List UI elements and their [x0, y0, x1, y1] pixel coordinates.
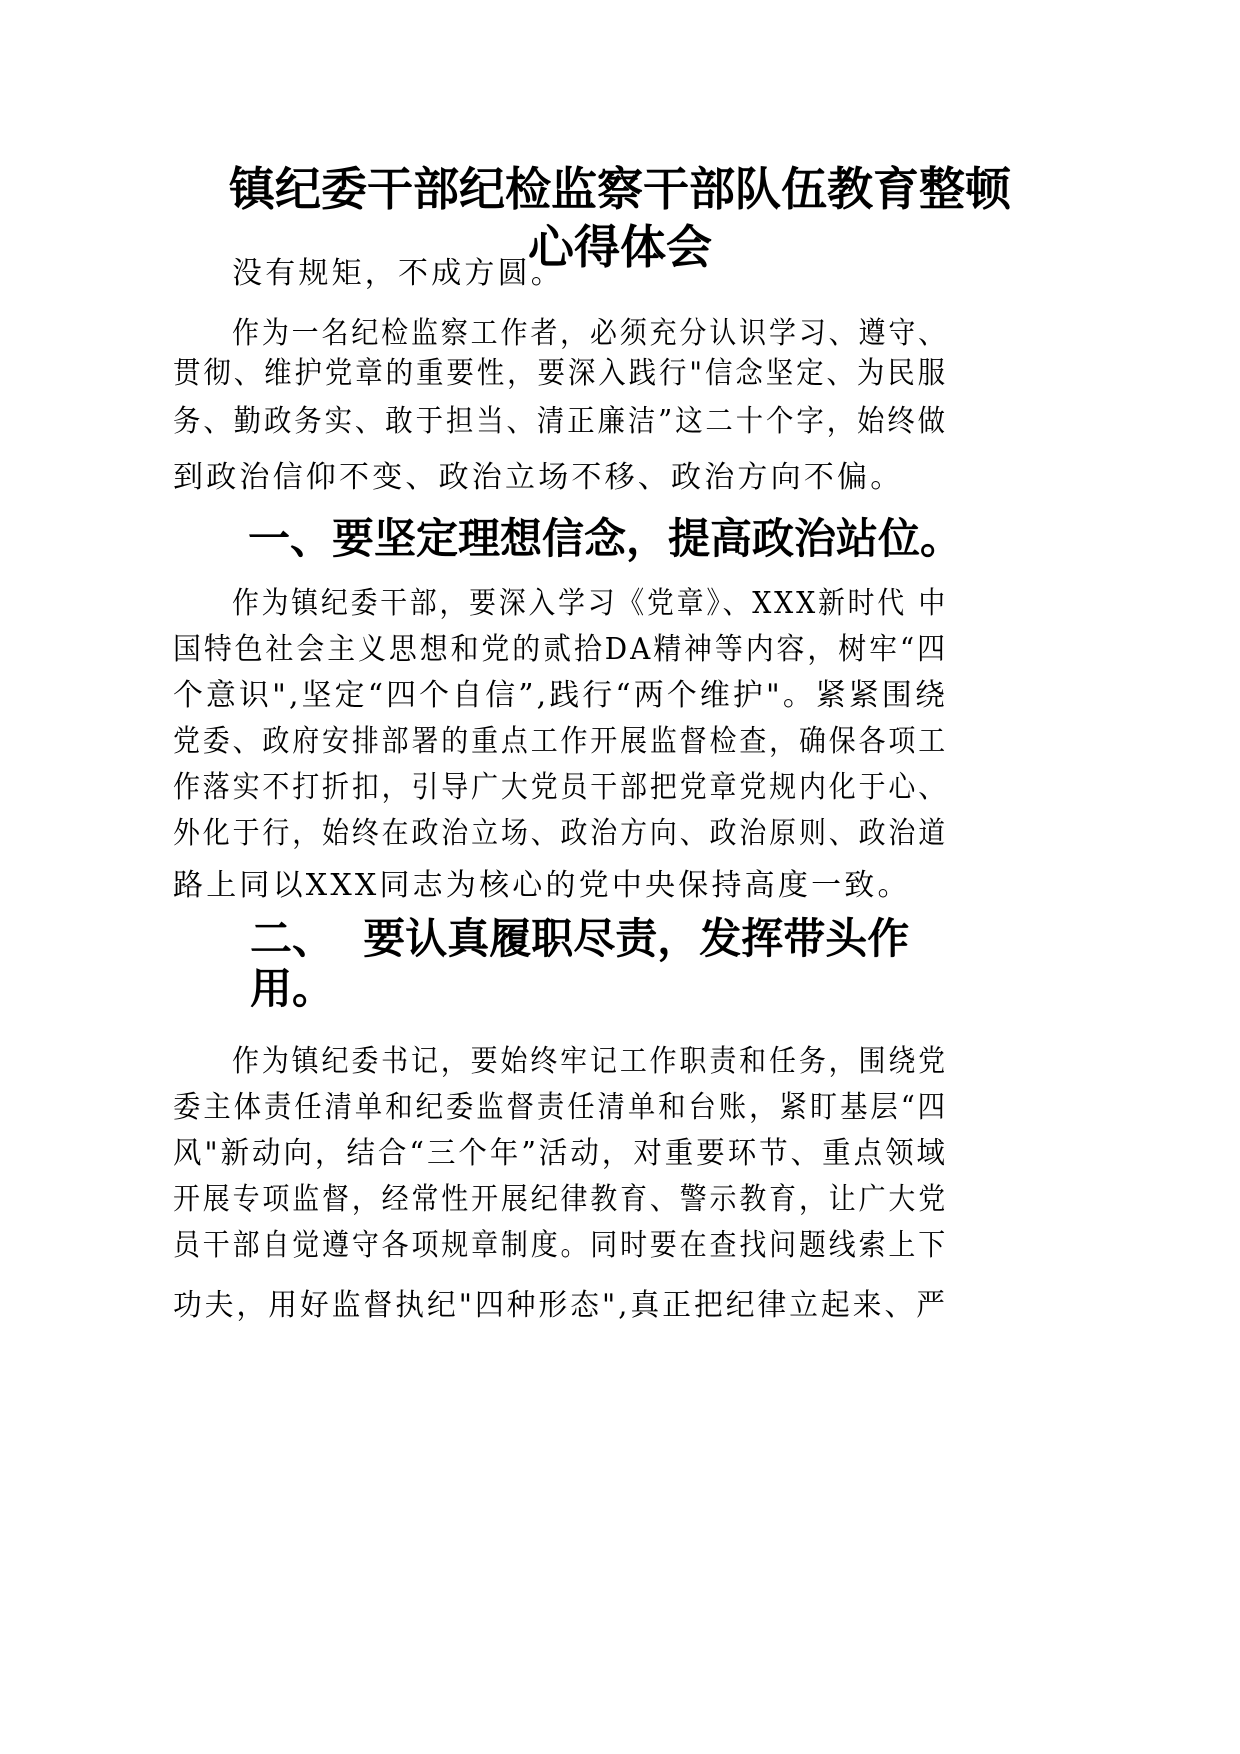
para2-line-2: 国特色社会主义思想和党的贰拾DA精神等内容，树牢“四	[173, 632, 948, 667]
para2-line-6: 外化于行，始终在政治立场、政治方向、政治原则、政治道	[173, 816, 948, 851]
para2-line-7: 路上同以XXX同志为核心的党中央保持高度一致。	[173, 868, 911, 903]
para1-line-1: 作为一名纪检监察工作者，必须充分认识学习、遵守、	[232, 316, 948, 351]
para3-line-5: 员干部自觉遵守各项规章制度。同时要在查找问题线索上下	[173, 1228, 948, 1263]
para1-line-3: 务、勤政务实、敢于担当、清正廉洁”这二十个字，始终做	[173, 404, 948, 439]
para2-line-1: 作为镇纪委干部，要深入学习《党章》、XXX新时代 中	[232, 586, 948, 621]
section-heading-2-line-2: 用。	[250, 964, 335, 1013]
para1-line-2: 贯彻、维护党章的重要性，要深入践行"信念坚定、为民服	[173, 356, 948, 391]
para3-line-2: 委主体责任清单和纪委监督责任清单和台账，紧盯基层“四	[173, 1090, 948, 1125]
para3-line-1: 作为镇纪委书记，要始终牢记工作职责和任务，围绕党	[232, 1044, 948, 1079]
para2-line-5: 作落实不打折扣，引导广大党员干部把党章党规内化于心、	[173, 770, 948, 805]
section-heading-1: 一、要坚定理想信念，提高政治站位。	[248, 514, 963, 563]
document-title	[0, 160, 1240, 276]
title-line-2: 心得体会	[528, 220, 712, 274]
para2-line-3: 个意识",坚定“四个自信”,践行“两个维护"。紧紧围绕	[173, 678, 948, 713]
para1-line-4: 到政治信仰不变、政治立场不移、政治方向不偏。	[173, 460, 904, 495]
para3-line-3: 风"新动向，结合“三个年”活动，对重要环节、重点领域	[173, 1136, 948, 1171]
title-line-1: 镇纪委干部纪检监察干部队伍教育整顿	[229, 162, 1011, 216]
para3-line-6: 功夫，用好监督执纪"四种形态",真正把纪律立起来、严	[173, 1288, 948, 1323]
section-heading-2-line-1: 二、 要认真履职尽责，发挥带头作	[250, 914, 910, 963]
intro-line: 没有规矩，不成方圆。	[232, 256, 564, 291]
para3-line-4: 开展专项监督，经常性开展纪律教育、警示教育，让广大党	[173, 1182, 948, 1217]
para2-line-4: 党委、政府安排部署的重点工作开展监督检查，确保各项工	[173, 724, 948, 759]
